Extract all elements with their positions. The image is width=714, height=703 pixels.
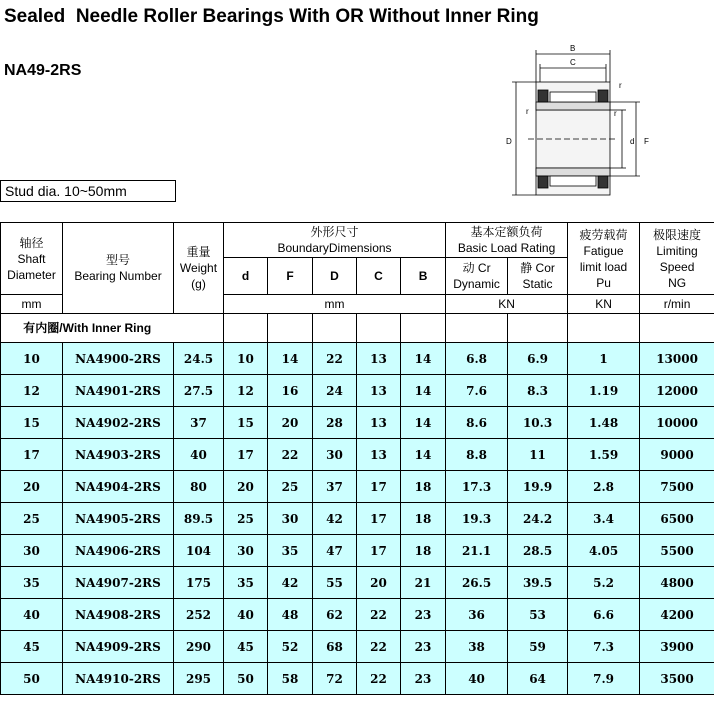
cell-d: 35 (224, 567, 268, 599)
cell-shaft: 45 (1, 631, 63, 663)
cell-dynamic: 8.8 (446, 439, 508, 471)
cell-static: 24.2 (508, 503, 568, 535)
cell-speed: 9000 (640, 439, 714, 471)
cell-fatigue: 4.05 (568, 535, 640, 567)
table-row (1, 663, 714, 695)
cell-d: 50 (224, 663, 268, 695)
section-spacer (568, 314, 640, 343)
cell-d: 10 (224, 343, 268, 375)
cell-D: 28 (313, 407, 357, 439)
cell-F: 25 (268, 471, 313, 503)
header-boundary-dimensions: 外形尺寸 BoundaryDimensions (224, 223, 446, 258)
section-spacer (640, 314, 714, 343)
cell-D: 22 (313, 343, 357, 375)
cell-d: 45 (224, 631, 268, 663)
model-heading: NA49-2RS (4, 62, 82, 79)
cell-C: 22 (357, 663, 401, 695)
table-row (1, 439, 714, 471)
header-dynamic: 动 Cr Dynamic (446, 258, 508, 295)
cell-d: 25 (224, 503, 268, 535)
cell-static: 19.9 (508, 471, 568, 503)
cell-bearing-number: NA4904-2RS (63, 471, 174, 503)
cell-static: 28.5 (508, 535, 568, 567)
dim-label-B: B (570, 44, 576, 53)
cell-bearing-number: NA4902-2RS (63, 407, 174, 439)
section-spacer (508, 314, 568, 343)
cell-d: 15 (224, 407, 268, 439)
cell-shaft: 30 (1, 535, 63, 567)
cell-C: 17 (357, 471, 401, 503)
cell-C: 22 (357, 599, 401, 631)
cell-d: 20 (224, 471, 268, 503)
cell-C: 20 (357, 567, 401, 599)
cell-C: 17 (357, 503, 401, 535)
cell-weight: 104 (174, 535, 224, 567)
cell-dynamic: 26.5 (446, 567, 508, 599)
header-fatigue-load: 疲劳载荷 Fatigue limit load Pu (568, 223, 640, 295)
cell-fatigue: 7.3 (568, 631, 640, 663)
table-row (1, 631, 714, 663)
cell-F: 16 (268, 375, 313, 407)
cell-F: 14 (268, 343, 313, 375)
cell-C: 13 (357, 439, 401, 471)
section-spacer (357, 314, 401, 343)
cell-speed: 5500 (640, 535, 714, 567)
cell-B: 23 (401, 599, 446, 631)
cell-bearing-number: NA4909-2RS (63, 631, 174, 663)
header-dim-B: B (401, 258, 446, 295)
unit-fatigue: KN (568, 295, 640, 314)
cell-C: 17 (357, 535, 401, 567)
cell-fatigue: 3.4 (568, 503, 640, 535)
cell-speed: 12000 (640, 375, 714, 407)
cell-dynamic: 17.3 (446, 471, 508, 503)
cell-shaft: 50 (1, 663, 63, 695)
cell-speed: 3500 (640, 663, 714, 695)
table-row (1, 567, 714, 599)
section-spacer (268, 314, 313, 343)
cell-B: 23 (401, 663, 446, 695)
cell-fatigue: 6.6 (568, 599, 640, 631)
table-row (1, 343, 714, 375)
cell-bearing-number: NA4903-2RS (63, 439, 174, 471)
cell-B: 23 (401, 631, 446, 663)
cell-F: 58 (268, 663, 313, 695)
header-weight: 重量 Weight (g) (174, 223, 224, 314)
cell-static: 53 (508, 599, 568, 631)
cell-B: 14 (401, 407, 446, 439)
page-title: Sealed Needle Roller Bearings With OR Without Inner Ring (4, 6, 539, 27)
dim-label-F: F (644, 137, 649, 146)
cell-D: 42 (313, 503, 357, 535)
table-row (1, 375, 714, 407)
dim-label-r-top: r (619, 81, 622, 90)
cell-dynamic: 38 (446, 631, 508, 663)
unit-dimensions: mm (224, 295, 446, 314)
dim-label-d: d (630, 137, 635, 146)
cell-C: 13 (357, 407, 401, 439)
cell-bearing-number: NA4900-2RS (63, 343, 174, 375)
cell-bearing-number: NA4910-2RS (63, 663, 174, 695)
header-bearing-number: 型号 Bearing Number (63, 223, 174, 314)
cell-weight: 40 (174, 439, 224, 471)
cell-static: 8.3 (508, 375, 568, 407)
section-spacer (313, 314, 357, 343)
unit-shaft: mm (1, 295, 63, 314)
cell-fatigue: 5.2 (568, 567, 640, 599)
cell-F: 42 (268, 567, 313, 599)
cell-fatigue: 1 (568, 343, 640, 375)
cell-static: 6.9 (508, 343, 568, 375)
cell-weight: 175 (174, 567, 224, 599)
cell-F: 35 (268, 535, 313, 567)
cell-fatigue: 1.19 (568, 375, 640, 407)
cell-bearing-number: NA4907-2RS (63, 567, 174, 599)
cell-D: 62 (313, 599, 357, 631)
table-row (1, 535, 714, 567)
cell-weight: 290 (174, 631, 224, 663)
cell-B: 21 (401, 567, 446, 599)
cell-speed: 4800 (640, 567, 714, 599)
cell-shaft: 15 (1, 407, 63, 439)
cell-dynamic: 6.8 (446, 343, 508, 375)
cell-shaft: 35 (1, 567, 63, 599)
cell-bearing-number: NA4906-2RS (63, 535, 174, 567)
cell-fatigue: 7.9 (568, 663, 640, 695)
cell-D: 68 (313, 631, 357, 663)
cell-D: 72 (313, 663, 357, 695)
cell-shaft: 25 (1, 503, 63, 535)
cell-static: 64 (508, 663, 568, 695)
spec-table (0, 222, 714, 695)
spec-rows (1, 343, 714, 695)
cell-D: 30 (313, 439, 357, 471)
cell-shaft: 20 (1, 471, 63, 503)
cell-bearing-number: NA4901-2RS (63, 375, 174, 407)
cell-d: 30 (224, 535, 268, 567)
dim-label-D: D (506, 137, 512, 146)
cell-d: 12 (224, 375, 268, 407)
cell-static: 59 (508, 631, 568, 663)
cell-dynamic: 8.6 (446, 407, 508, 439)
cell-dynamic: 7.6 (446, 375, 508, 407)
cell-B: 18 (401, 471, 446, 503)
cell-D: 24 (313, 375, 357, 407)
cell-D: 47 (313, 535, 357, 567)
cell-weight: 89.5 (174, 503, 224, 535)
stud-diameter-box: Stud dia. 10~50mm (0, 180, 176, 202)
cell-speed: 3900 (640, 631, 714, 663)
cell-dynamic: 19.3 (446, 503, 508, 535)
unit-speed: r/min (640, 295, 714, 314)
cell-C: 22 (357, 631, 401, 663)
cell-B: 14 (401, 439, 446, 471)
header-dim-d: d (224, 258, 268, 295)
cell-B: 14 (401, 343, 446, 375)
header-basic-load-rating: 基本定额负荷 Basic Load Rating (446, 223, 568, 258)
cell-speed: 6500 (640, 503, 714, 535)
table-row (1, 503, 714, 535)
cell-static: 11 (508, 439, 568, 471)
cell-C: 13 (357, 343, 401, 375)
cell-weight: 24.5 (174, 343, 224, 375)
cell-dynamic: 36 (446, 599, 508, 631)
cell-F: 48 (268, 599, 313, 631)
table-row (1, 599, 714, 631)
section-spacer (401, 314, 446, 343)
cell-speed: 13000 (640, 343, 714, 375)
cell-speed: 7500 (640, 471, 714, 503)
cell-shaft: 10 (1, 343, 63, 375)
dim-label-r-right: r (614, 109, 617, 118)
cell-fatigue: 1.59 (568, 439, 640, 471)
cell-speed: 4200 (640, 599, 714, 631)
header-dim-F: F (268, 258, 313, 295)
unit-load: KN (446, 295, 568, 314)
cell-speed: 10000 (640, 407, 714, 439)
cell-B: 18 (401, 503, 446, 535)
table-row (1, 471, 714, 503)
cell-shaft: 17 (1, 439, 63, 471)
cell-B: 18 (401, 535, 446, 567)
cell-F: 22 (268, 439, 313, 471)
cell-weight: 80 (174, 471, 224, 503)
cell-shaft: 40 (1, 599, 63, 631)
cell-dynamic: 21.1 (446, 535, 508, 567)
cell-bearing-number: NA4905-2RS (63, 503, 174, 535)
cell-F: 52 (268, 631, 313, 663)
cell-d: 40 (224, 599, 268, 631)
header-static: 静 Cor Static (508, 258, 568, 295)
cell-fatigue: 1.48 (568, 407, 640, 439)
cell-static: 10.3 (508, 407, 568, 439)
cell-weight: 27.5 (174, 375, 224, 407)
cell-d: 17 (224, 439, 268, 471)
cell-shaft: 12 (1, 375, 63, 407)
cell-F: 30 (268, 503, 313, 535)
cell-weight: 295 (174, 663, 224, 695)
section-spacer (174, 314, 224, 343)
cell-C: 13 (357, 375, 401, 407)
section-spacer (224, 314, 268, 343)
table-row (1, 407, 714, 439)
cell-weight: 252 (174, 599, 224, 631)
cell-static: 39.5 (508, 567, 568, 599)
dim-label-C: C (570, 58, 576, 67)
cell-fatigue: 2.8 (568, 471, 640, 503)
cell-D: 37 (313, 471, 357, 503)
header-dim-D: D (313, 258, 357, 295)
section-spacer (446, 314, 508, 343)
cell-weight: 37 (174, 407, 224, 439)
header-limiting-speed: 极限速度 Limiting Speed NG (640, 223, 714, 295)
cell-dynamic: 40 (446, 663, 508, 695)
bearing-cross-section-drawing (498, 40, 668, 210)
cell-D: 55 (313, 567, 357, 599)
cell-B: 14 (401, 375, 446, 407)
header-shaft: 轴径 Shaft Diameter (1, 223, 63, 295)
section-with-inner-ring: 有内圈/With Inner Ring (1, 314, 174, 343)
header-dim-C: C (357, 258, 401, 295)
cell-bearing-number: NA4908-2RS (63, 599, 174, 631)
cell-F: 20 (268, 407, 313, 439)
dim-label-r-left: r (526, 107, 529, 116)
